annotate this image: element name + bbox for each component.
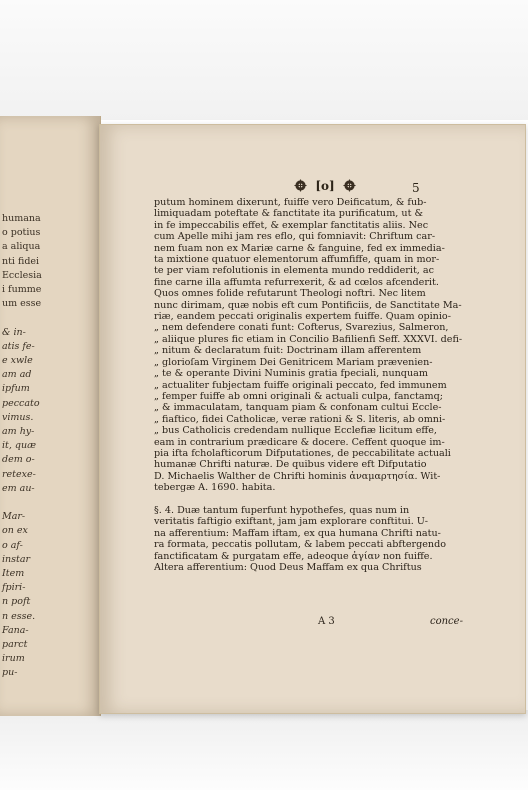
text-line: „ actualiter fubjectam fuiffe originali peccato, fed immunem (154, 379, 447, 391)
text-line: „ bus Catholicis credendam nullique Ecclefiæ licitum effe, (154, 425, 437, 437)
left-page-fragment: o af- (2, 539, 23, 551)
backdrop-bottom (0, 710, 528, 790)
text-line: ta mixtione quatuor elementorum affumfiffe, quam in mor- (154, 254, 440, 266)
signature-footer: A 3 (318, 616, 335, 627)
text-line: riæ, eandem peccati originalis expertem fuiffe. Quam opinio- (154, 311, 451, 323)
backdrop-top (0, 0, 528, 120)
text-line: limiquadam poteftate & fanctitate ita purificatum, ut & (154, 208, 424, 220)
left-page-fragment: parct (2, 639, 28, 650)
text-line: „ & immaculatam, tanquam piam & confonam cultui Eccle- (154, 402, 442, 414)
text-line: fanctificatam & purgatam effe, adeoque ἀγίαν non fuiffe. (154, 550, 433, 562)
left-page-fragment: a aliqua (2, 241, 41, 253)
left-page-fragment: n esse. (2, 610, 36, 622)
left-page-fragment: o potius (2, 227, 41, 239)
text-line: eam in contrarium prædicare & docere. Ceffent quoque im- (154, 436, 445, 448)
left-page-fragment: e xwle (2, 355, 33, 366)
left-page-fragment: humana (2, 213, 41, 224)
left-page-fragment: am ad (2, 369, 32, 381)
text-line: „ te & operante Divini Numinis gratia fpeciali, nunquam (154, 368, 428, 380)
text-line: §. 4. Duæ tantum fuperfunt hypothefes, quas num in (154, 504, 410, 516)
text-line: ra formata, peccatis pollutam, & labem peccati abftergendo (154, 539, 446, 551)
left-page-fragment: irum (2, 653, 25, 665)
text-line: cum Apelle mihi jam res eflo, qui fomniavit: Chriftum car- (154, 231, 436, 243)
text-line: na afferentium: Maffam iftam, ex qua humana Chrifti natu- (154, 527, 441, 539)
left-page-fragment: em au- (2, 482, 35, 494)
text-line: in fe impeccabilis effet, & exemplar fanctitatis aliis. Nec (154, 219, 429, 231)
left-page (0, 116, 101, 716)
body-text (154, 197, 474, 573)
text-line (154, 494, 474, 505)
left-page-fragment: Mar- (2, 511, 26, 523)
text-line: fine carne illa affumta refurrexerit, & ad cœlos afcenderit. (154, 276, 439, 288)
left-page-fragment: peccato (2, 397, 40, 409)
text-line: „ nem defendere conati funt: Cofterus, Svarezius, Salmeron, (154, 322, 449, 334)
left-page-fragment: Fana- (2, 624, 29, 636)
text-line: nem fuam non ex Mariæ carne & fanguine, fed ex immedia- (154, 242, 445, 254)
page-header (250, 179, 400, 195)
text-line: nunc dirimam, quæ nobis eft cum Pontificiis, de Sanctitate Ma- (154, 299, 462, 311)
left-page-fragment: dem o- (2, 454, 35, 466)
ornament-right-icon (343, 179, 356, 192)
left-page-fragment: n poft (2, 596, 31, 608)
ornament-left-icon (294, 179, 307, 192)
text-line: veritatis faftigio exiftant, jam jam explorare conftitui. U- (154, 516, 428, 528)
left-page-fragment: Item (2, 568, 25, 579)
text-line: „ glorioſam Virginem Dei Genitricem Mariam prævenien- (154, 356, 433, 368)
text-line: „ femper fuiffe ab omni originali & actuali culpa, fanctamq; (154, 390, 444, 402)
left-page-fragment: um esse (2, 298, 42, 310)
page-number: 5 (412, 181, 420, 195)
left-page-fragment: vimus. (2, 411, 34, 423)
left-page-fragment: i fumme (2, 284, 42, 295)
signature-mark: [o] (315, 179, 335, 193)
left-page-fragment: ipfum (2, 383, 30, 395)
text-line: Quos omnes folide refutarunt Theologi noftri. Nec litem (154, 288, 426, 300)
left-page-fragment: am hy- (2, 426, 35, 437)
left-page-fragment: & in- (2, 326, 26, 338)
text-line: pia ifta fcholafticorum Difputationes, de peccabilitate actuali (154, 447, 451, 459)
left-page-fragment: pu- (2, 667, 18, 679)
left-page-fragment: Ecclesia (2, 269, 42, 281)
catchword: conce- (430, 616, 463, 627)
text-line: Altera afferentium: Quod Deus Maffam ex qua Chriftus (154, 561, 422, 573)
text-line: te per viam refolutionis in elementa mundo reddiderit, ac (154, 265, 435, 277)
left-page-fragment: it, quæ (2, 440, 37, 452)
left-page-fragment: nti fidei (2, 255, 40, 267)
text-line: humanæ Chrifti naturæ. De quibus videre eft Difputatio (154, 459, 427, 471)
text-line: „ fiaftico, fidei Catholicæ, veræ rationi & S. literis, ab omni- (154, 413, 446, 425)
left-page-fragment: atis fe- (2, 340, 35, 352)
text-line: putum hominem dixerunt, fuiffe vero Deificatum, & fub- (154, 197, 427, 208)
right-page (99, 124, 526, 714)
text-line: „ nitum & declaratum fuit: Doctrinam illam afferentem (154, 345, 422, 357)
text-line: D. Michaelis Walther de Chrifti hominis ἀναμαρτησία. Wit- (154, 470, 441, 482)
left-page-fragment: instar (2, 553, 31, 565)
text-line: tebergæ A. 1690. habita. (154, 482, 276, 494)
left-page-fragment: on ex (2, 525, 28, 537)
text-line: „ aliique plures fic etiam in Concilio Bafilienfi Seff. XXXVI. defi- (154, 333, 463, 345)
left-page-fragment: fpiri- (2, 582, 26, 594)
left-page-fragment: retexe- (2, 468, 36, 480)
